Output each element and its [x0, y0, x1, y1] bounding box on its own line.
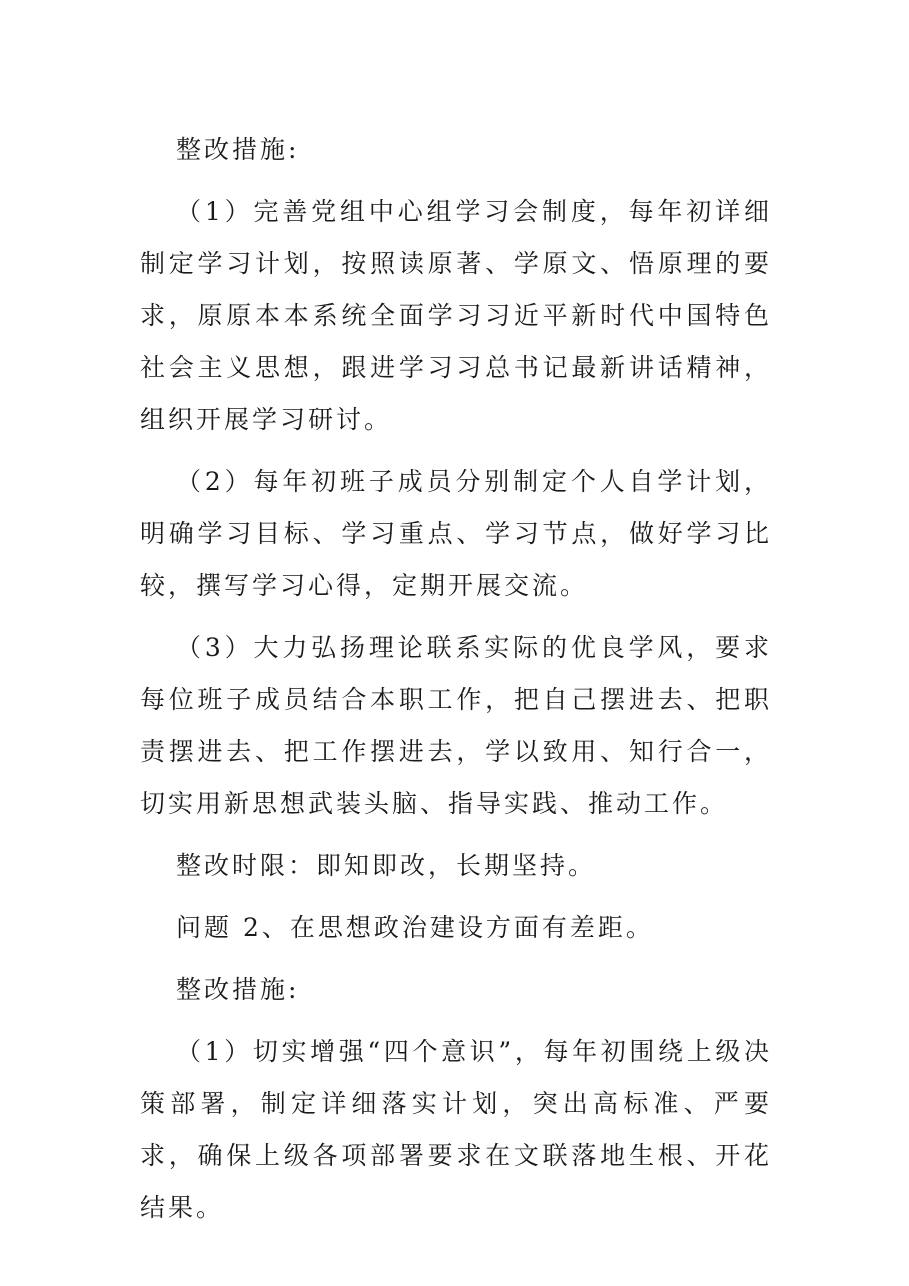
measure-3-paragraph: （3）大力弘扬理论联系实际的优良学风，要求每位班子成员结合本职工作，把自己摆进去、把职责摆进去、把工作摆进去，学以致用、知行合一，切实用新思想武装头脑、指导实践、推动工作。 [140, 633, 772, 818]
document-body [140, 124, 772, 1244]
heading-rectification-measures-2: 整改措施: [176, 975, 300, 1004]
deadline-paragraph: 整改时限：即知即改，长期坚持。 [176, 851, 597, 880]
measure-1b-paragraph: （1）切实增强“四个意识”，每年初围绕上级决策部署，制定详细落实计划，突出高标准、严要求，确保上级各项部署要求在文联落地生根、开花结果。 [140, 1037, 772, 1222]
heading-rectification-measures: 整改措施: [176, 135, 300, 164]
problem-2-paragraph: 问题 2、在思想政治建设方面有差距。 [176, 913, 654, 942]
measure-2-paragraph: （2）每年初班子成员分别制定个人自学计划，明确学习目标、学习重点、学习节点，做好学习比较，撰写学习心得，定期开展交流。 [140, 467, 772, 600]
measure-1-paragraph: （1）完善党组中心组学习会制度，每年初详细制定学习计划，按照读原著、学原文、悟原理的要求，原原本本系统全面学习习近平新时代中国特色社会主义思想，跟进学习习总书记最新讲话精神，组织开展学习研讨。 [140, 197, 772, 434]
